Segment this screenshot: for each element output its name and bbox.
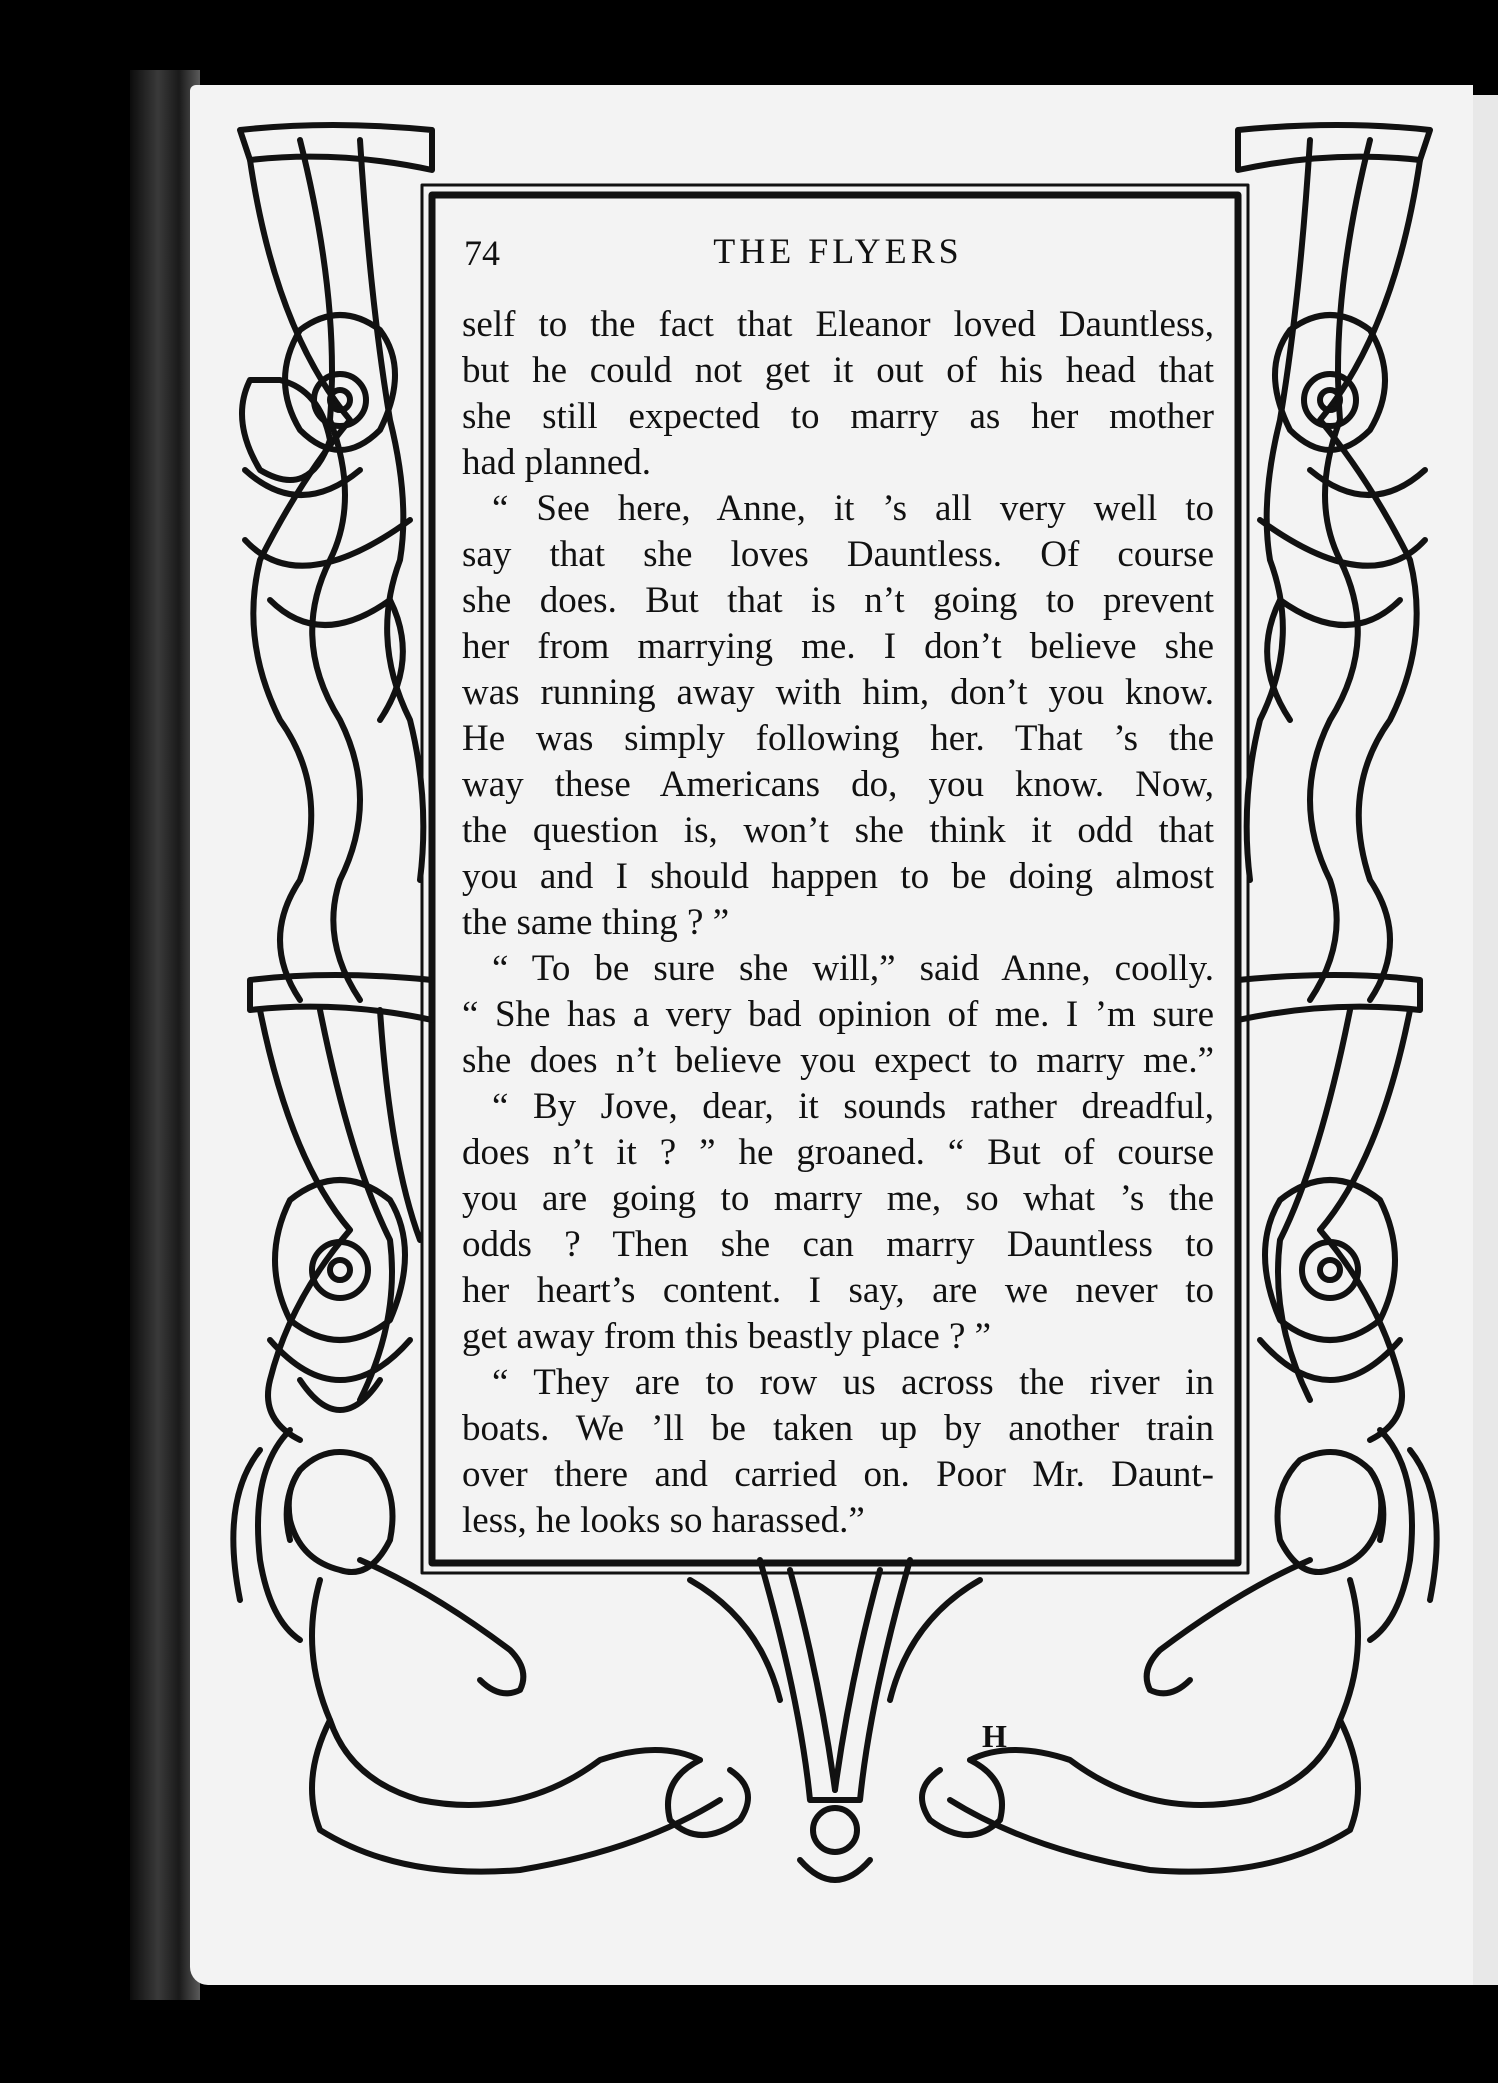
right-lily-column	[1238, 125, 1430, 1440]
text-line: He was simply following her. That ’s the	[462, 718, 1214, 759]
text-line: you are going to marry me, so what ’s the	[462, 1178, 1214, 1219]
text-line: “ By Jove, dear, it sounds rather dreadful,	[492, 1086, 1214, 1127]
text-line: “ To be sure she will,” said Anne, coolly.	[492, 948, 1214, 989]
text-line: she does. But that is n’t going to prevent	[462, 580, 1214, 621]
text-line: does n’t it ? ” he groaned. “ But of course	[462, 1132, 1214, 1173]
text-line: the question is, won’t she think it odd that	[462, 810, 1214, 851]
left-lily-column	[240, 125, 432, 1440]
text-line: but he could not get it out of his head that	[462, 350, 1214, 391]
page-number: 74	[464, 233, 500, 273]
text-line: her from marrying me. I don’t believe she	[462, 626, 1214, 667]
text-line: way these Americans do, you know. Now,	[462, 764, 1214, 805]
text-line: get away from this beastly place ? ”	[462, 1316, 992, 1357]
text-line: you and I should happen to be doing almost	[462, 856, 1214, 897]
text-line: her heart’s content. I say, are we never to	[462, 1270, 1214, 1311]
artist-monogram: H	[982, 1718, 1007, 1754]
text-line: odds ? Then she can marry Dauntless to	[462, 1224, 1214, 1265]
running-head	[462, 224, 1214, 294]
text-line: over there and carried on. Poor Mr. Daunt-	[462, 1454, 1214, 1495]
text-line: boats. We ’ll be taken up by another train	[462, 1408, 1214, 1449]
text-line: say that she loves Dauntless. Of course	[462, 534, 1214, 575]
running-title: THE FLYERS	[713, 231, 963, 271]
text-line: “ See here, Anne, it ’s all very well to	[492, 488, 1214, 529]
text-line: self to the fact that Eleanor loved Dauntless,	[462, 304, 1214, 345]
text-line: had planned.	[462, 442, 652, 483]
bottom-center-lily	[668, 1560, 1002, 1880]
body-text	[462, 302, 1214, 1544]
text-line: “ They are to row us across the river in	[492, 1362, 1214, 1403]
text-line: the same thing ? ”	[462, 902, 730, 943]
text-line: “ She has a very bad opinion of me. I ’m sure	[462, 994, 1214, 1035]
text-line: was running away with him, don’t you know.	[462, 672, 1214, 713]
page-text-block	[462, 224, 1214, 1541]
text-line: she does n’t believe you expect to marry me.”	[462, 1040, 1214, 1081]
text-line: she still expected to marry as her mother	[462, 396, 1214, 437]
text-line: less, he looks so harassed.”	[462, 1500, 865, 1541]
